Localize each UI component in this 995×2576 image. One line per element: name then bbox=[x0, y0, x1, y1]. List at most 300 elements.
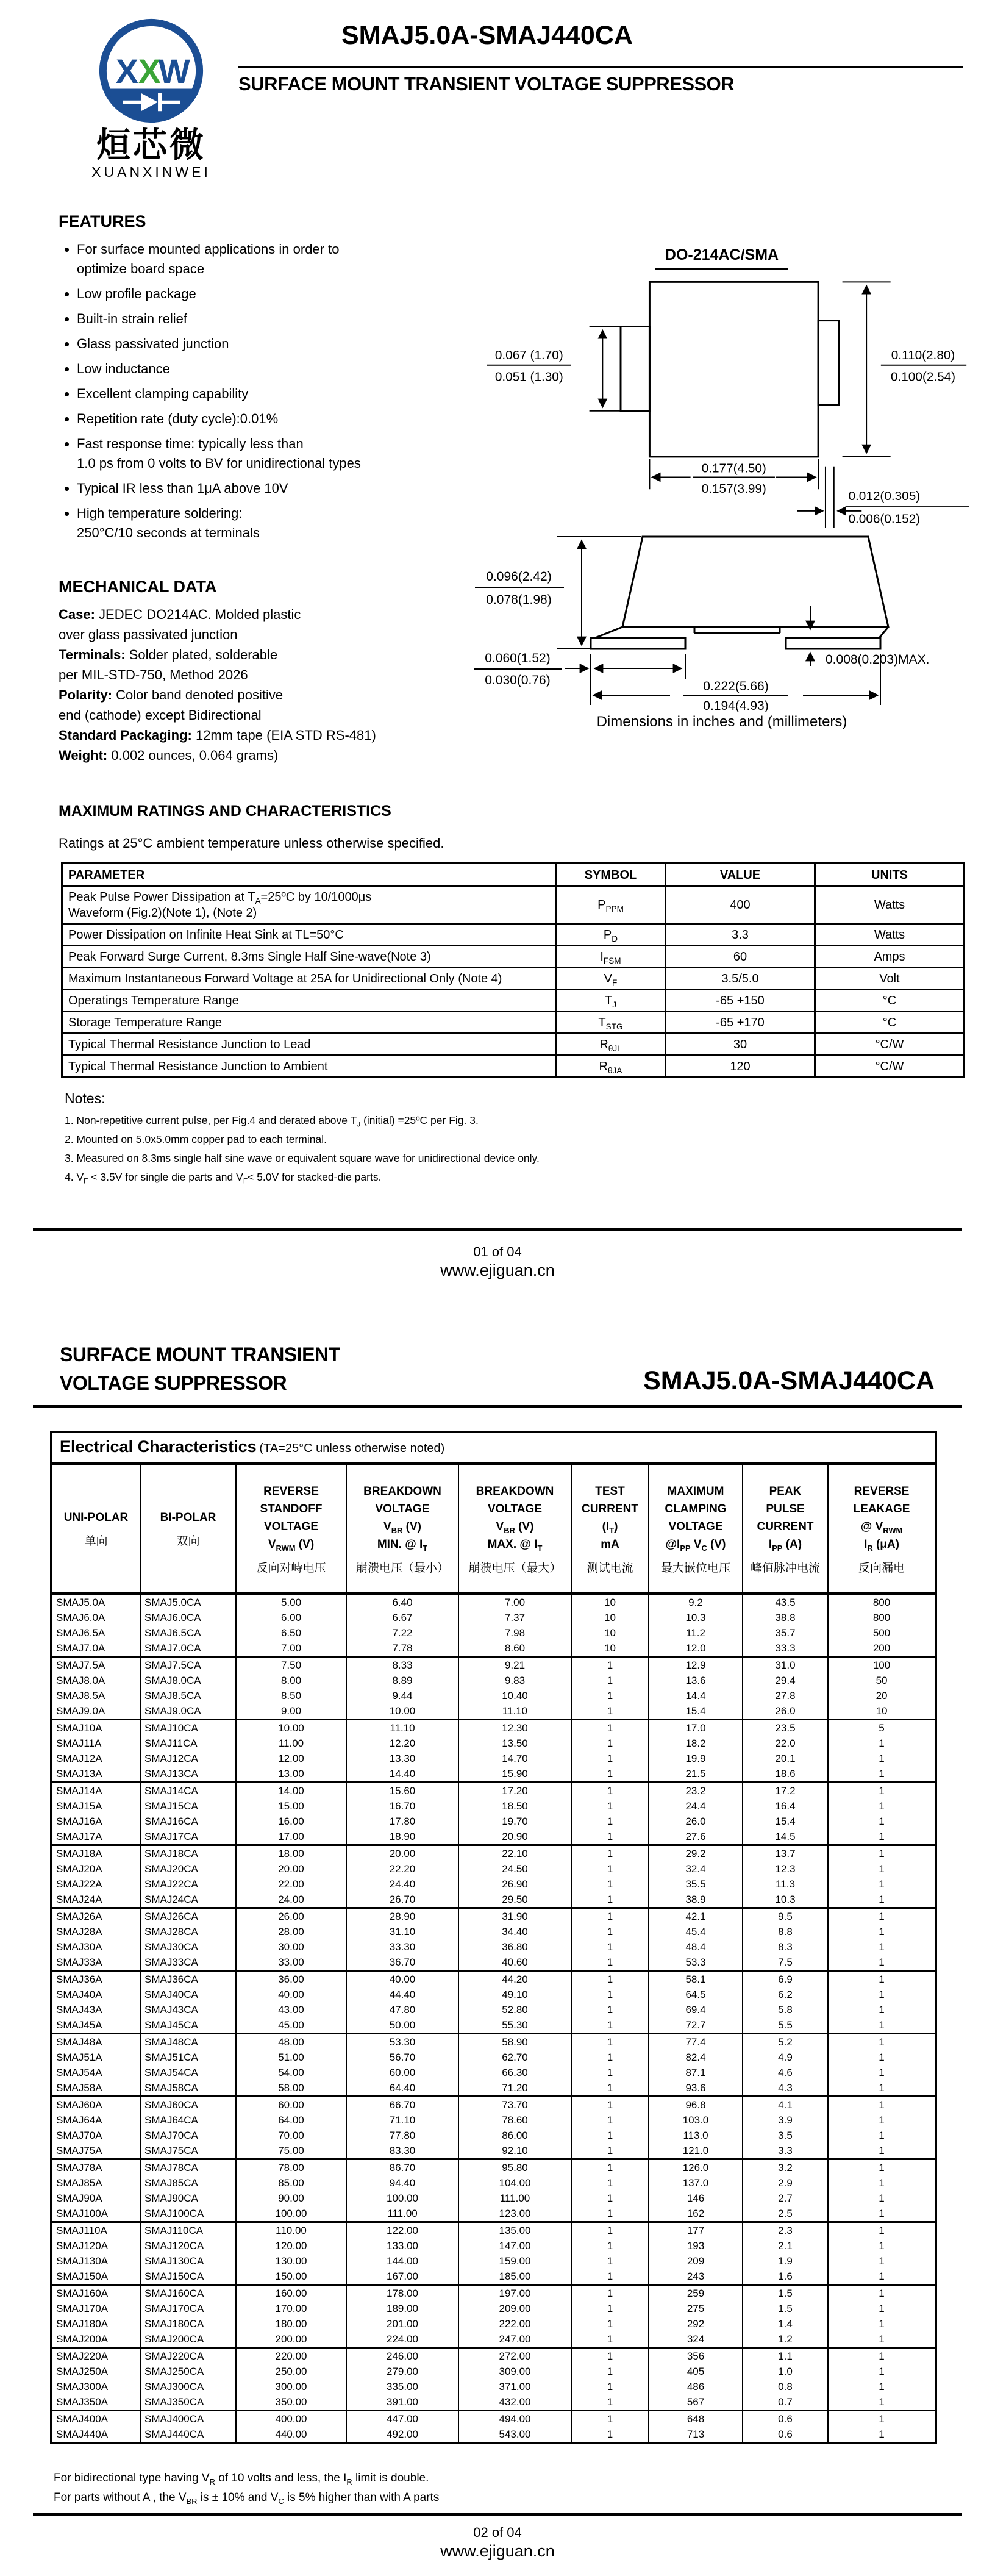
bi-polar-part-cell: SMAJ110CA bbox=[140, 2222, 236, 2239]
value-cell: 1 bbox=[571, 1766, 649, 1783]
value-cell: 18.50 bbox=[458, 1798, 571, 1814]
mechanical-data-heading: MECHANICAL DATA bbox=[59, 578, 217, 596]
bi-polar-part-cell: SMAJ90CA bbox=[140, 2191, 236, 2206]
mechanical-data-line: per MIL-STD-750, Method 2026 bbox=[59, 667, 248, 682]
value-cell: 24.50 bbox=[458, 1861, 571, 1877]
bi-polar-part-cell: SMAJ18CA bbox=[140, 1845, 236, 1862]
value-cell: 12.9 bbox=[649, 1657, 743, 1673]
bi-polar-part-cell: SMAJ85CA bbox=[140, 2175, 236, 2191]
value-cell: 150.00 bbox=[236, 2269, 346, 2285]
uni-polar-part-cell: SMAJ28A bbox=[51, 1924, 140, 1939]
uni-polar-part-cell: SMAJ15A bbox=[51, 1798, 140, 1814]
bi-polar-part-cell: SMAJ15CA bbox=[140, 1798, 236, 1814]
value-cell: 1 bbox=[828, 2364, 936, 2379]
value-cell: 26.70 bbox=[346, 1892, 458, 1908]
value-cell: 1 bbox=[828, 1798, 936, 1814]
value-cell: 44.20 bbox=[458, 1971, 571, 1987]
company-logo bbox=[71, 15, 231, 181]
value-cell: 20.90 bbox=[458, 1829, 571, 1845]
package-name: DO-214AC/SMA bbox=[655, 246, 788, 270]
value-cell: 180.00 bbox=[236, 2316, 346, 2331]
bi-polar-part-cell: SMAJ54CA bbox=[140, 2065, 236, 2080]
notes-section bbox=[65, 1089, 540, 1187]
uni-polar-part-cell: SMAJ30A bbox=[51, 1939, 140, 1955]
value-cell: 1 bbox=[571, 2002, 649, 2017]
value-cell: 18.2 bbox=[649, 1736, 743, 1751]
value-cell: 10 bbox=[571, 1625, 649, 1640]
table-row bbox=[51, 1861, 936, 1877]
value-cell: 1 bbox=[571, 2394, 649, 2411]
dim-label: 0.051 (1.30) bbox=[494, 370, 563, 384]
feature-item: • High temperature soldering: 250°C/10 seconds at terminals bbox=[77, 504, 388, 543]
uni-polar-part-cell: SMAJ8.0A bbox=[51, 1673, 140, 1688]
parameter-cell: Maximum Instantaneous Forward Voltage at 25A for Unidirectional Only (Note 4) bbox=[62, 968, 556, 990]
value-cell: 58.90 bbox=[458, 2034, 571, 2050]
value-cell: 7.98 bbox=[458, 1625, 571, 1640]
value-cell: 12.30 bbox=[458, 1720, 571, 1736]
value-cell: 1 bbox=[828, 1955, 936, 1971]
value-cell: 45.4 bbox=[649, 1924, 743, 1939]
value-cell: 94.40 bbox=[346, 2175, 458, 2191]
dim-label: 0.177(4.50) bbox=[701, 461, 766, 476]
column-header: BI-POLAR 双向 bbox=[140, 1464, 236, 1594]
uni-polar-part-cell: SMAJ400A bbox=[51, 2411, 140, 2427]
table-row bbox=[51, 2113, 936, 2128]
uni-polar-part-cell: SMAJ18A bbox=[51, 1845, 140, 1862]
uni-polar-part-cell: SMAJ54A bbox=[51, 2065, 140, 2080]
symbol-cell: $T_J$ bbox=[556, 990, 666, 1012]
uni-polar-part-cell: SMAJ40A bbox=[51, 1987, 140, 2002]
bi-polar-part-cell: SMAJ40CA bbox=[140, 1987, 236, 2002]
value-cell: 7.5 bbox=[743, 1955, 828, 1971]
value-cell: 93.6 bbox=[649, 2080, 743, 2097]
feature-item: • Excellent clamping capability bbox=[77, 384, 388, 404]
dim-label: 0.060(1.52) bbox=[485, 651, 551, 665]
uni-polar-part-cell: SMAJ6.0A bbox=[51, 1610, 140, 1625]
logo-mark-icon bbox=[95, 15, 207, 127]
value-cell: 9.2 bbox=[649, 1594, 743, 1610]
value-cell: 1 bbox=[828, 1766, 936, 1783]
uni-polar-part-cell: SMAJ110A bbox=[51, 2222, 140, 2239]
table-row bbox=[51, 2269, 936, 2285]
value-cell: 53.3 bbox=[649, 1955, 743, 1971]
value-cell: 50 bbox=[828, 1673, 936, 1688]
value-cell: 246.00 bbox=[346, 2348, 458, 2364]
uni-polar-part-cell: SMAJ33A bbox=[51, 1955, 140, 1971]
value-cell: 64.40 bbox=[346, 2080, 458, 2097]
column-header-units: UNITS bbox=[815, 864, 965, 887]
value-cell: 1 bbox=[828, 2316, 936, 2331]
value-cell: 1 bbox=[571, 1877, 649, 1892]
value-cell: 8.33 bbox=[346, 1657, 458, 1673]
table-row bbox=[51, 1736, 936, 1751]
bi-polar-part-cell: SMAJ7.5CA bbox=[140, 1657, 236, 1673]
table-row bbox=[51, 1955, 936, 1971]
table-row bbox=[51, 1720, 936, 1736]
table-row bbox=[51, 2159, 936, 2176]
feature-item: • Fast response time: typically less than 1.0 ps from 0 volts to BV for unidirectional types bbox=[77, 434, 388, 473]
part-range-title: SMAJ5.0A-SMAJ440CA bbox=[341, 21, 633, 50]
value-cell: 1 bbox=[571, 1657, 649, 1673]
value-cell: 1 bbox=[828, 1877, 936, 1892]
dim-label: 0.222(5.66) bbox=[703, 679, 769, 693]
features-list bbox=[59, 240, 388, 543]
value-cell: 2.7 bbox=[743, 2191, 828, 2206]
value-cell: 1 bbox=[571, 2097, 649, 2113]
value-cell: 10 bbox=[828, 1703, 936, 1720]
value-cell: 405 bbox=[649, 2364, 743, 2379]
value-cell: 1 bbox=[571, 2206, 649, 2222]
value-cell: 1.9 bbox=[743, 2253, 828, 2269]
value-cell: 10.40 bbox=[458, 1688, 571, 1703]
table-row bbox=[51, 2427, 936, 2443]
parameter-cell: Typical Thermal Resistance Junction to Lead bbox=[62, 1034, 556, 1056]
value-cell: 1 bbox=[571, 2191, 649, 2206]
bi-polar-part-cell: SMAJ12CA bbox=[140, 1751, 236, 1766]
value-cell: 335.00 bbox=[346, 2379, 458, 2394]
column-header-symbol: SYMBOL bbox=[556, 864, 666, 887]
value-cell: 1 bbox=[828, 1892, 936, 1908]
value-cell: 2.1 bbox=[743, 2238, 828, 2253]
bi-polar-part-cell: SMAJ17CA bbox=[140, 1829, 236, 1845]
value-cell: 1 bbox=[571, 2364, 649, 2379]
value-cell: 29.2 bbox=[649, 1845, 743, 1862]
value-cell: 1 bbox=[571, 1720, 649, 1736]
column-header-parameter: PARAMETER bbox=[62, 864, 556, 887]
table-row bbox=[51, 2080, 936, 2097]
value-cell: 1 bbox=[571, 1939, 649, 1955]
uni-polar-part-cell: SMAJ48A bbox=[51, 2034, 140, 2050]
document-title-line2: VOLTAGE SUPPRESSOR bbox=[60, 1372, 287, 1394]
mechanical-data-line: Polarity: Color band denoted positive bbox=[59, 687, 284, 703]
dim-label: 0.078(1.98) bbox=[486, 593, 552, 607]
bi-polar-part-cell: SMAJ11CA bbox=[140, 1736, 236, 1751]
value-cell: 110.00 bbox=[236, 2222, 346, 2239]
value-cell: 26.0 bbox=[743, 1703, 828, 1720]
bi-polar-part-cell: SMAJ6.5CA bbox=[140, 1625, 236, 1640]
bi-polar-part-cell: SMAJ22CA bbox=[140, 1877, 236, 1892]
value-cell: 9.00 bbox=[236, 1703, 346, 1720]
value-cell: 1 bbox=[571, 1861, 649, 1877]
uni-polar-part-cell: SMAJ130A bbox=[51, 2253, 140, 2269]
value-cell: 55.30 bbox=[458, 2017, 571, 2034]
value-cell: 60.00 bbox=[236, 2097, 346, 2113]
value-cell: 1 bbox=[828, 1971, 936, 1987]
value-cell: 0.6 bbox=[743, 2427, 828, 2443]
value-cell: 96.8 bbox=[649, 2097, 743, 2113]
value-cell: 567 bbox=[649, 2394, 743, 2411]
bi-polar-part-cell: SMAJ5.0CA bbox=[140, 1594, 236, 1610]
ratings-subheading: Ratings at 25°C ambient temperature unless otherwise specified. bbox=[59, 835, 444, 851]
value-cell: 200.00 bbox=[236, 2331, 346, 2348]
value-cell: 66.30 bbox=[458, 2065, 571, 2080]
value-cell: 1 bbox=[828, 2285, 936, 2302]
uni-polar-part-cell: SMAJ440A bbox=[51, 2427, 140, 2443]
value-cell: 20 bbox=[828, 1688, 936, 1703]
value-cell: 3.2 bbox=[743, 2159, 828, 2176]
value-cell: 1 bbox=[828, 2206, 936, 2222]
feature-item: • Built-in strain relief bbox=[77, 309, 388, 329]
value-cell: 120.00 bbox=[236, 2238, 346, 2253]
value-cell: 14.00 bbox=[236, 1783, 346, 1799]
value-cell: 10 bbox=[571, 1610, 649, 1625]
value-cell: 15.90 bbox=[458, 1766, 571, 1783]
value-cell: 1 bbox=[571, 2034, 649, 2050]
table-row bbox=[51, 2175, 936, 2191]
table-row bbox=[51, 1625, 936, 1640]
bi-polar-part-cell: SMAJ8.0CA bbox=[140, 1673, 236, 1688]
value-cell: 1 bbox=[828, 2253, 936, 2269]
value-cell: 1 bbox=[828, 2411, 936, 2427]
website-url: www.ejiguan.cn bbox=[440, 2542, 555, 2560]
value-cell: 24.00 bbox=[236, 1892, 346, 1908]
value-cell: 486 bbox=[649, 2379, 743, 2394]
value-cell: 1 bbox=[571, 2285, 649, 2302]
value-cell: 77.80 bbox=[346, 2128, 458, 2143]
dim-label: 0.194(4.93) bbox=[703, 699, 769, 712]
value-cell: 31.10 bbox=[346, 1924, 458, 1939]
table-row bbox=[51, 1892, 936, 1908]
bi-polar-part-cell: SMAJ28CA bbox=[140, 1924, 236, 1939]
value-cell: 1 bbox=[571, 1845, 649, 1862]
bi-polar-part-cell: SMAJ120CA bbox=[140, 2238, 236, 2253]
value-cell: 6.40 bbox=[346, 1594, 458, 1610]
value-cell: 1.2 bbox=[743, 2331, 828, 2348]
table-row bbox=[51, 1673, 936, 1688]
parameter-cell: Storage Temperature Range bbox=[62, 1012, 556, 1034]
units-cell: Volt bbox=[815, 968, 965, 990]
table-row bbox=[51, 2285, 936, 2302]
dim-label: 0.157(3.99) bbox=[701, 482, 766, 496]
feature-item: • For surface mounted applications in order to optimize board space bbox=[77, 240, 388, 279]
note-item: 4. $V_F < 3.5V$ for single die parts and $V_F< 5.0V$ for stacked-die parts. bbox=[65, 1171, 382, 1186]
features-section bbox=[59, 212, 388, 548]
value-cell: 1 bbox=[571, 1798, 649, 1814]
value-cell: 15.60 bbox=[346, 1783, 458, 1799]
value-cell: 36.00 bbox=[236, 1971, 346, 1987]
value-cell: 103.0 bbox=[649, 2113, 743, 2128]
units-cell: °C bbox=[815, 990, 965, 1012]
value-cell: 279.00 bbox=[346, 2364, 458, 2379]
footnote: For bidirectional type having $V_R$ of 10 volts and less, the $I_R$ limit is double. bbox=[54, 2472, 429, 2486]
table-row bbox=[51, 1908, 936, 1925]
value-cell: 350.00 bbox=[236, 2394, 346, 2411]
value-cell: 1 bbox=[828, 1751, 936, 1766]
value-cell: 58.1 bbox=[649, 1971, 743, 1987]
value-cell: 6.00 bbox=[236, 1610, 346, 1625]
value-cell: 1 bbox=[828, 2331, 936, 2348]
bi-polar-part-cell: SMAJ45CA bbox=[140, 2017, 236, 2034]
table-row bbox=[51, 2002, 936, 2017]
notes-list bbox=[65, 1111, 540, 1187]
value-cell: 275 bbox=[649, 2301, 743, 2316]
uni-polar-part-cell: SMAJ12A bbox=[51, 1751, 140, 1766]
feature-item: • Glass passivated junction bbox=[77, 334, 388, 354]
value-cell: 1 bbox=[828, 2065, 936, 2080]
value-cell: 23.2 bbox=[649, 1783, 743, 1799]
value-cell: 1 bbox=[571, 2080, 649, 2097]
table-title: Electrical Characteristics bbox=[60, 1437, 257, 1456]
value-cell: 5.5 bbox=[743, 2017, 828, 2034]
value-cell: 5 bbox=[828, 1720, 936, 1736]
uni-polar-part-cell: SMAJ11A bbox=[51, 1736, 140, 1751]
value-cell: 1 bbox=[571, 2050, 649, 2065]
value-cell: 17.20 bbox=[458, 1783, 571, 1799]
value-cell: 1 bbox=[571, 1987, 649, 2002]
value-cell: 1 bbox=[571, 2113, 649, 2128]
value-cell: 6.9 bbox=[743, 1971, 828, 1987]
table-row bbox=[62, 887, 965, 924]
bi-polar-part-cell: SMAJ24CA bbox=[140, 1892, 236, 1908]
value-cell: 17.00 bbox=[236, 1829, 346, 1845]
table-row bbox=[51, 1845, 936, 1862]
value-cell: 18.00 bbox=[236, 1845, 346, 1862]
value-cell: -65 +170 bbox=[666, 1012, 815, 1034]
uni-polar-part-cell: SMAJ43A bbox=[51, 2002, 140, 2017]
table-row bbox=[51, 1610, 936, 1625]
feature-item: • Low inductance bbox=[77, 359, 388, 379]
uni-polar-part-cell: SMAJ350A bbox=[51, 2394, 140, 2411]
value-cell: 1 bbox=[828, 2394, 936, 2411]
value-cell: 1 bbox=[828, 1861, 936, 1877]
bi-polar-part-cell: SMAJ440CA bbox=[140, 2427, 236, 2443]
value-cell: 23.5 bbox=[743, 1720, 828, 1736]
value-cell: 66.70 bbox=[346, 2097, 458, 2113]
table-row bbox=[51, 1703, 936, 1720]
value-cell: 1 bbox=[828, 2080, 936, 2097]
value-cell: 1 bbox=[571, 2143, 649, 2159]
value-cell: 13.7 bbox=[743, 1845, 828, 1862]
column-header: MAXIMUM CLAMPING VOLTAGE $@I_{PP}$ $V_C$ (V) 最大嵌位电压 bbox=[649, 1464, 743, 1594]
company-name-en: XUANXINWEI bbox=[91, 164, 211, 180]
value-cell: 800 bbox=[828, 1594, 936, 1610]
value-cell: 12.20 bbox=[346, 1736, 458, 1751]
note-item: 3. Measured on 8.3ms single half sine wave or equivalent square wave for unidirectional device only. bbox=[65, 1152, 540, 1164]
value-cell: 224.00 bbox=[346, 2331, 458, 2348]
value-cell: 1 bbox=[828, 1783, 936, 1799]
table-row bbox=[62, 924, 965, 946]
uni-polar-part-cell: SMAJ8.5A bbox=[51, 1688, 140, 1703]
value-cell: 447.00 bbox=[346, 2411, 458, 2427]
value-cell: 121.0 bbox=[649, 2143, 743, 2159]
value-cell: 5.00 bbox=[236, 1594, 346, 1610]
value-cell: 8.00 bbox=[236, 1673, 346, 1688]
value-cell: 69.4 bbox=[649, 2002, 743, 2017]
table-row bbox=[51, 2065, 936, 2080]
value-cell: 43.5 bbox=[743, 1594, 828, 1610]
uni-polar-part-cell: SMAJ90A bbox=[51, 2191, 140, 2206]
uni-polar-part-cell: SMAJ5.0A bbox=[51, 1594, 140, 1610]
parameter-cell: Power Dissipation on Infinite Heat Sink at TL=50°C bbox=[62, 924, 556, 946]
value-cell: 1 bbox=[828, 2097, 936, 2113]
table-row bbox=[51, 2097, 936, 2113]
value-cell: 1 bbox=[828, 2269, 936, 2285]
value-cell: 9.21 bbox=[458, 1657, 571, 1673]
value-cell: 21.5 bbox=[649, 1766, 743, 1783]
column-header: REVERSE STANDOFF VOLTAGE $V_{RWM}$ (V) 反向对峙电压 bbox=[236, 1464, 346, 1594]
value-cell: 8.50 bbox=[236, 1688, 346, 1703]
bi-polar-part-cell: SMAJ9.0CA bbox=[140, 1703, 236, 1720]
table-row bbox=[51, 2050, 936, 2065]
bi-polar-part-cell: SMAJ300CA bbox=[140, 2379, 236, 2394]
uni-polar-part-cell: SMAJ75A bbox=[51, 2143, 140, 2159]
value-cell: 133.00 bbox=[346, 2238, 458, 2253]
footer-divider bbox=[33, 2513, 962, 2516]
column-header: BREAKDOWN VOLTAGE $V_{BR}$ (V) MAX. @ $I_T$ 崩溃电压（最大） bbox=[458, 1464, 571, 1594]
parameter-cell: Typical Thermal Resistance Junction to Ambient bbox=[62, 1056, 556, 1078]
value-cell: 12.0 bbox=[649, 1640, 743, 1657]
value-cell: 432.00 bbox=[458, 2394, 571, 2411]
value-cell: 35.7 bbox=[743, 1625, 828, 1640]
value-cell: 1 bbox=[828, 2191, 936, 2206]
table-row bbox=[51, 1971, 936, 1987]
value-cell: 1 bbox=[828, 2301, 936, 2316]
ratings-heading: MAXIMUM RATINGS AND CHARACTERISTICS bbox=[59, 803, 391, 820]
table-row bbox=[51, 1924, 936, 1939]
dim-label: 0.096(2.42) bbox=[486, 570, 552, 584]
value-cell: 0.8 bbox=[743, 2379, 828, 2394]
value-cell: 29.4 bbox=[743, 1673, 828, 1688]
maximum-ratings-table bbox=[61, 862, 965, 1078]
value-cell: 1.5 bbox=[743, 2301, 828, 2316]
bi-polar-part-cell: SMAJ10CA bbox=[140, 1720, 236, 1736]
uni-polar-part-cell: SMAJ170A bbox=[51, 2301, 140, 2316]
value-cell: 259 bbox=[649, 2285, 743, 2302]
uni-polar-part-cell: SMAJ160A bbox=[51, 2285, 140, 2302]
value-cell: 1 bbox=[828, 1924, 936, 1939]
bi-polar-part-cell: SMAJ130CA bbox=[140, 2253, 236, 2269]
value-cell: 16.4 bbox=[743, 1798, 828, 1814]
value-cell: 1 bbox=[571, 1673, 649, 1688]
uni-polar-part-cell: SMAJ24A bbox=[51, 1892, 140, 1908]
value-cell: 130.00 bbox=[236, 2253, 346, 2269]
mechanical-data-text bbox=[59, 604, 437, 765]
bi-polar-part-cell: SMAJ350CA bbox=[140, 2394, 236, 2411]
table-title-row bbox=[51, 1432, 936, 1464]
value-cell: 36.70 bbox=[346, 1955, 458, 1971]
value-cell: 1 bbox=[571, 2379, 649, 2394]
dim-label: 0.100(2.54) bbox=[890, 370, 956, 384]
value-cell: 56.70 bbox=[346, 2050, 458, 2065]
value-cell: 144.00 bbox=[346, 2253, 458, 2269]
bi-polar-part-cell: SMAJ48CA bbox=[140, 2034, 236, 2050]
dim-label: 0.067 (1.70) bbox=[494, 348, 563, 362]
table-row bbox=[51, 2348, 936, 2364]
bi-polar-part-cell: SMAJ150CA bbox=[140, 2269, 236, 2285]
value-cell: 4.3 bbox=[743, 2080, 828, 2097]
package-outline-section bbox=[468, 246, 975, 731]
value-cell: 15.4 bbox=[649, 1703, 743, 1720]
value-cell: 31.90 bbox=[458, 1908, 571, 1925]
uni-polar-part-cell: SMAJ58A bbox=[51, 2080, 140, 2097]
value-cell: 26.0 bbox=[649, 1814, 743, 1829]
value-cell: 1 bbox=[571, 1955, 649, 1971]
table-row bbox=[51, 2206, 936, 2222]
value-cell: 126.0 bbox=[649, 2159, 743, 2176]
value-cell: 243 bbox=[649, 2269, 743, 2285]
parameter-cell: Peak Forward Surge Current, 8.3ms Single Half Sine-wave(Note 3) bbox=[62, 946, 556, 968]
value-cell: 1 bbox=[571, 2348, 649, 2364]
value-cell: 22.20 bbox=[346, 1861, 458, 1877]
value-cell: 13.00 bbox=[236, 1766, 346, 1783]
value-cell: 17.0 bbox=[649, 1720, 743, 1736]
value-cell: 9.44 bbox=[346, 1688, 458, 1703]
value-cell: 12.00 bbox=[236, 1751, 346, 1766]
value-cell: 147.00 bbox=[458, 2238, 571, 2253]
value-cell: 209 bbox=[649, 2253, 743, 2269]
document-title: SURFACE MOUNT TRANSIENT VOLTAGE SUPPRESSOR bbox=[238, 73, 735, 95]
value-cell: 95.80 bbox=[458, 2159, 571, 2176]
